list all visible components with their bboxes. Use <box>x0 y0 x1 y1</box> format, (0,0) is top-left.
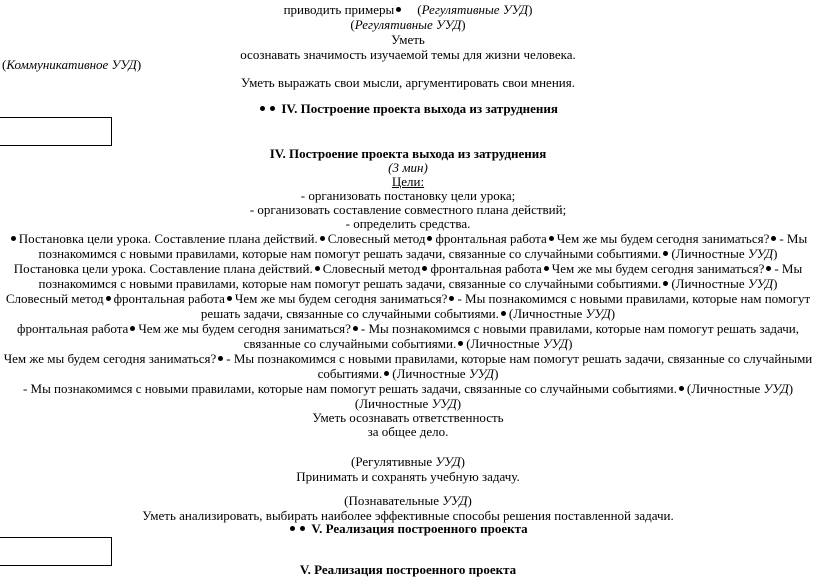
text-line <box>0 396 816 411</box>
text: ) <box>460 454 465 469</box>
text: (Личностные <box>671 276 748 291</box>
bullet-icon <box>663 251 668 256</box>
duration: (3 мин) <box>388 160 428 175</box>
bullet-icon <box>458 341 463 346</box>
text: Постановка цели урока. Составление плана действий. <box>18 231 318 246</box>
text: фронтальная работа <box>430 261 542 276</box>
bullet-icon <box>260 106 265 111</box>
text: Коммуникативное УУД <box>6 57 137 72</box>
text-line: Принимать и сохранять учебную задачу. <box>296 469 520 484</box>
text: ) <box>788 381 794 396</box>
bullet-icon <box>427 236 432 241</box>
text: событиями. <box>317 366 383 381</box>
text: - Мы познакомимся с новыми правилами, которые нам помогут решать задачи, связанные со случайными <box>226 351 813 366</box>
bullet-icon <box>663 281 668 286</box>
bullet-icon <box>218 356 223 361</box>
bullet-icon <box>315 266 320 271</box>
bullet-icon <box>300 526 305 531</box>
text-line <box>0 17 816 32</box>
text: Чем же мы будем сегодня заниматься? <box>551 261 765 276</box>
text-line: Уметь <box>391 32 425 47</box>
text: познакомимся с новыми правилами, которые нам помогут решать задачи, связанные со случайными событиями. <box>38 246 662 261</box>
section-heading <box>0 101 816 116</box>
bullet-icon <box>549 236 554 241</box>
text: Регулятивные УУД <box>421 2 529 17</box>
text: УУД <box>442 493 468 508</box>
text: (Личностные <box>686 381 764 396</box>
text-line <box>0 231 816 246</box>
text-line <box>2 57 814 72</box>
goal-item: - организовать постановку цели урока; <box>300 188 516 203</box>
section-heading <box>0 521 816 536</box>
text-line: за общее дело. <box>367 424 449 439</box>
bullet-icon <box>766 266 771 271</box>
text: (Личностные <box>354 396 432 411</box>
bullet-icon <box>227 296 232 301</box>
text-line <box>0 246 816 261</box>
text: ( <box>350 17 355 32</box>
bullet-icon <box>11 236 16 241</box>
text: Словесный метод <box>327 231 426 246</box>
bullet-icon <box>396 7 401 12</box>
text-line <box>0 276 816 291</box>
text: УУД <box>435 454 461 469</box>
text-line: Уметь выражать свои мысли, аргументировать свои мнения. <box>241 75 575 90</box>
text: УУД <box>747 246 774 261</box>
goal-item: - определить средства. <box>345 216 471 231</box>
section-heading: IV. Построение проекта выхода из затруднения <box>269 146 547 161</box>
text: ) <box>467 493 472 508</box>
bullet-icon <box>320 236 325 241</box>
bullet-icon <box>544 266 549 271</box>
bullet-icon <box>353 326 358 331</box>
text-line <box>0 366 816 381</box>
bullet-icon <box>130 326 135 331</box>
text: Регулятивные УУД <box>354 17 462 32</box>
bullet-icon <box>270 106 275 111</box>
bullet-icon <box>384 371 389 376</box>
text: фронтальная работа <box>17 321 129 336</box>
text: приводить примеры <box>283 2 395 17</box>
text: Чем же мы будем сегодня заниматься? <box>234 291 448 306</box>
text: ) <box>494 366 499 381</box>
text: Словесный метод <box>322 261 421 276</box>
text-line <box>0 261 816 276</box>
text: - Мы познакомимся с новыми правилами, которые нам помогут решать задачи, <box>360 321 799 336</box>
text: Чем же мы будем сегодня заниматься? <box>556 231 770 246</box>
text-line: Уметь анализировать, выбирать наиболее эффективные способы решения поставленной задачи. <box>142 508 674 523</box>
text: ) <box>773 276 778 291</box>
text: Постановка цели урока. Составление плана действий. <box>13 261 313 276</box>
text: (Познавательные <box>344 493 443 508</box>
text: (Личностные <box>466 336 543 351</box>
text-line: Уметь осознавать ответственность <box>312 410 504 425</box>
text-line <box>0 493 816 508</box>
text: ) <box>456 396 462 411</box>
text-line <box>0 291 816 306</box>
text: - Мы познакомимся с новыми правилами, которые нам помогут решать задачи, связанные со случайными событиями. <box>22 381 677 396</box>
text: ) <box>528 2 533 17</box>
text: фронтальная работа <box>113 291 225 306</box>
text: УУД <box>468 366 495 381</box>
text: ( <box>2 57 7 72</box>
bullet-icon <box>290 526 295 531</box>
text: (Регулятивные <box>351 454 436 469</box>
bullet-icon <box>449 296 454 301</box>
goals-label: Цели: <box>391 174 425 189</box>
text: (Личностные <box>508 306 586 321</box>
text-box <box>0 117 112 146</box>
text: ) <box>568 336 573 351</box>
bullet-icon <box>679 386 684 391</box>
text-line <box>0 321 816 336</box>
text: УУД <box>542 336 569 351</box>
text: ( <box>417 2 422 17</box>
text: связанные со случайными событиями. <box>243 336 457 351</box>
heading-text: V. Реализация построенного проекта <box>311 521 528 536</box>
goal-item: - организовать составление совместного плана действий; <box>249 202 567 217</box>
text: УУД <box>585 306 611 321</box>
bullet-icon <box>106 296 111 301</box>
text: УУД <box>763 381 789 396</box>
text: УУД <box>747 276 774 291</box>
text-line <box>0 306 816 321</box>
text: ) <box>773 246 778 261</box>
text: - Мы познакомимся с новыми правилами, которые нам помогут <box>457 291 811 306</box>
text: ) <box>136 57 142 72</box>
text: УУД <box>431 396 457 411</box>
heading-text: IV. Построение проекта выхода из затруднения <box>281 101 558 116</box>
text: - Мы <box>774 261 803 276</box>
bullet-icon <box>501 311 506 316</box>
text: ) <box>461 17 466 32</box>
text: (Личностные <box>392 366 469 381</box>
section-heading: V. Реализация построенного проекта <box>299 562 517 577</box>
text: Словесный метод <box>5 291 104 306</box>
text: решать задачи, связанные со случайными событиями. <box>200 306 499 321</box>
text-line <box>0 381 816 396</box>
text-line <box>0 454 816 469</box>
text-line <box>0 336 816 351</box>
text-line <box>0 351 816 366</box>
text: Чем же мы будем сегодня заниматься? <box>3 351 217 366</box>
text-line: осознавать значимость изучаемой темы для жизни человека. <box>240 47 576 62</box>
text: ) <box>610 306 616 321</box>
text: Чем же мы будем сегодня заниматься? <box>138 321 351 336</box>
bullet-icon <box>771 236 776 241</box>
bullet-icon <box>422 266 427 271</box>
text: фронтальная работа <box>435 231 547 246</box>
text: (Личностные <box>671 246 748 261</box>
text: познакомимся с новыми правилами, которые нам помогут решать задачи, связанные со случайными событиями. <box>38 276 662 291</box>
text: - Мы <box>779 231 808 246</box>
text-line <box>0 2 816 17</box>
